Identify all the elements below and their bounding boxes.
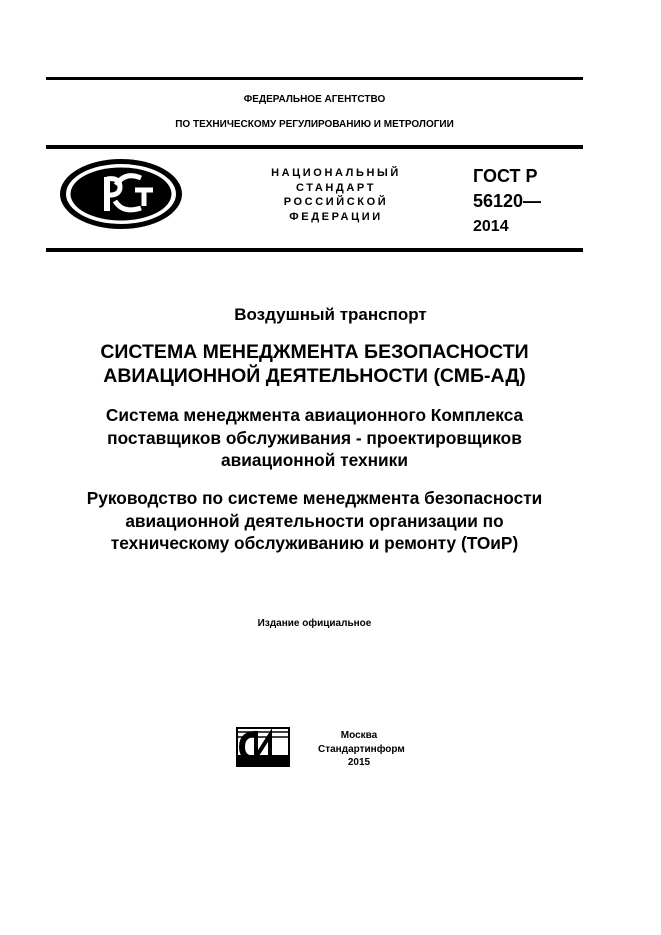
national-line-4: ФЕДЕРАЦИИ xyxy=(289,210,383,223)
subtitle-line-1: Система менеджмента авиационного Комплекса xyxy=(105,405,524,425)
imprint-publisher: Стандартинформ xyxy=(318,743,405,755)
main-title xyxy=(30,340,599,388)
imprint xyxy=(318,729,405,770)
main-title-line-2: АВИАЦИОННОЙ ДЕЯТЕЛЬНОСТИ (СМБ-АД) xyxy=(103,365,526,387)
national-line-2: СТАНДАРТ xyxy=(295,181,377,194)
designation-year: 2014 xyxy=(473,218,509,235)
header-rule xyxy=(46,145,583,149)
subtitle-line-3: авиационной техники xyxy=(221,450,408,470)
agency-line-1: ФЕДЕРАЛЬНОЕ АГЕНТСТВО xyxy=(243,94,386,105)
agency-line-2: ПО ТЕХНИЧЕСКОМУ РЕГУЛИРОВАНИЮ И МЕТРОЛОГИИ xyxy=(175,119,454,130)
subtitle-line-2: поставщиков обслуживания - проектировщиков xyxy=(107,427,522,448)
edition-label: Издание официальное xyxy=(257,618,372,629)
header-bottom-rule xyxy=(46,248,583,252)
guide-title-line-1: Руководство по системе менеджмента безопасности xyxy=(86,488,543,508)
national-standard-label xyxy=(240,166,432,224)
guide-title-line-3: техническому обслуживанию и ремонту (ТОиР) xyxy=(110,533,519,553)
main-title-line-1: СИСТЕМА МЕНЕДЖМЕНТА БЕЗОПАСНОСТИ xyxy=(100,341,529,363)
guide-title-line-2: авиационной деятельности организации по xyxy=(125,510,504,531)
imprint-year: 2015 xyxy=(347,757,371,768)
imprint-city: Москва xyxy=(340,730,378,741)
standartinform-logo-icon xyxy=(236,727,290,767)
top-rule xyxy=(46,77,583,80)
subject-title: Воздушный транспорт xyxy=(234,305,427,324)
guide-title xyxy=(30,487,599,555)
subtitle xyxy=(30,404,599,472)
designation-line-2: 56120— xyxy=(473,191,542,211)
standard-designation xyxy=(473,164,583,239)
national-line-1: НАЦИОНАЛЬНЫЙ xyxy=(271,167,401,179)
national-line-3: РОССИЙСКОЙ xyxy=(283,196,389,208)
designation-line-1: ГОСТ Р xyxy=(473,166,538,186)
rst-gost-logo-icon xyxy=(57,156,185,232)
